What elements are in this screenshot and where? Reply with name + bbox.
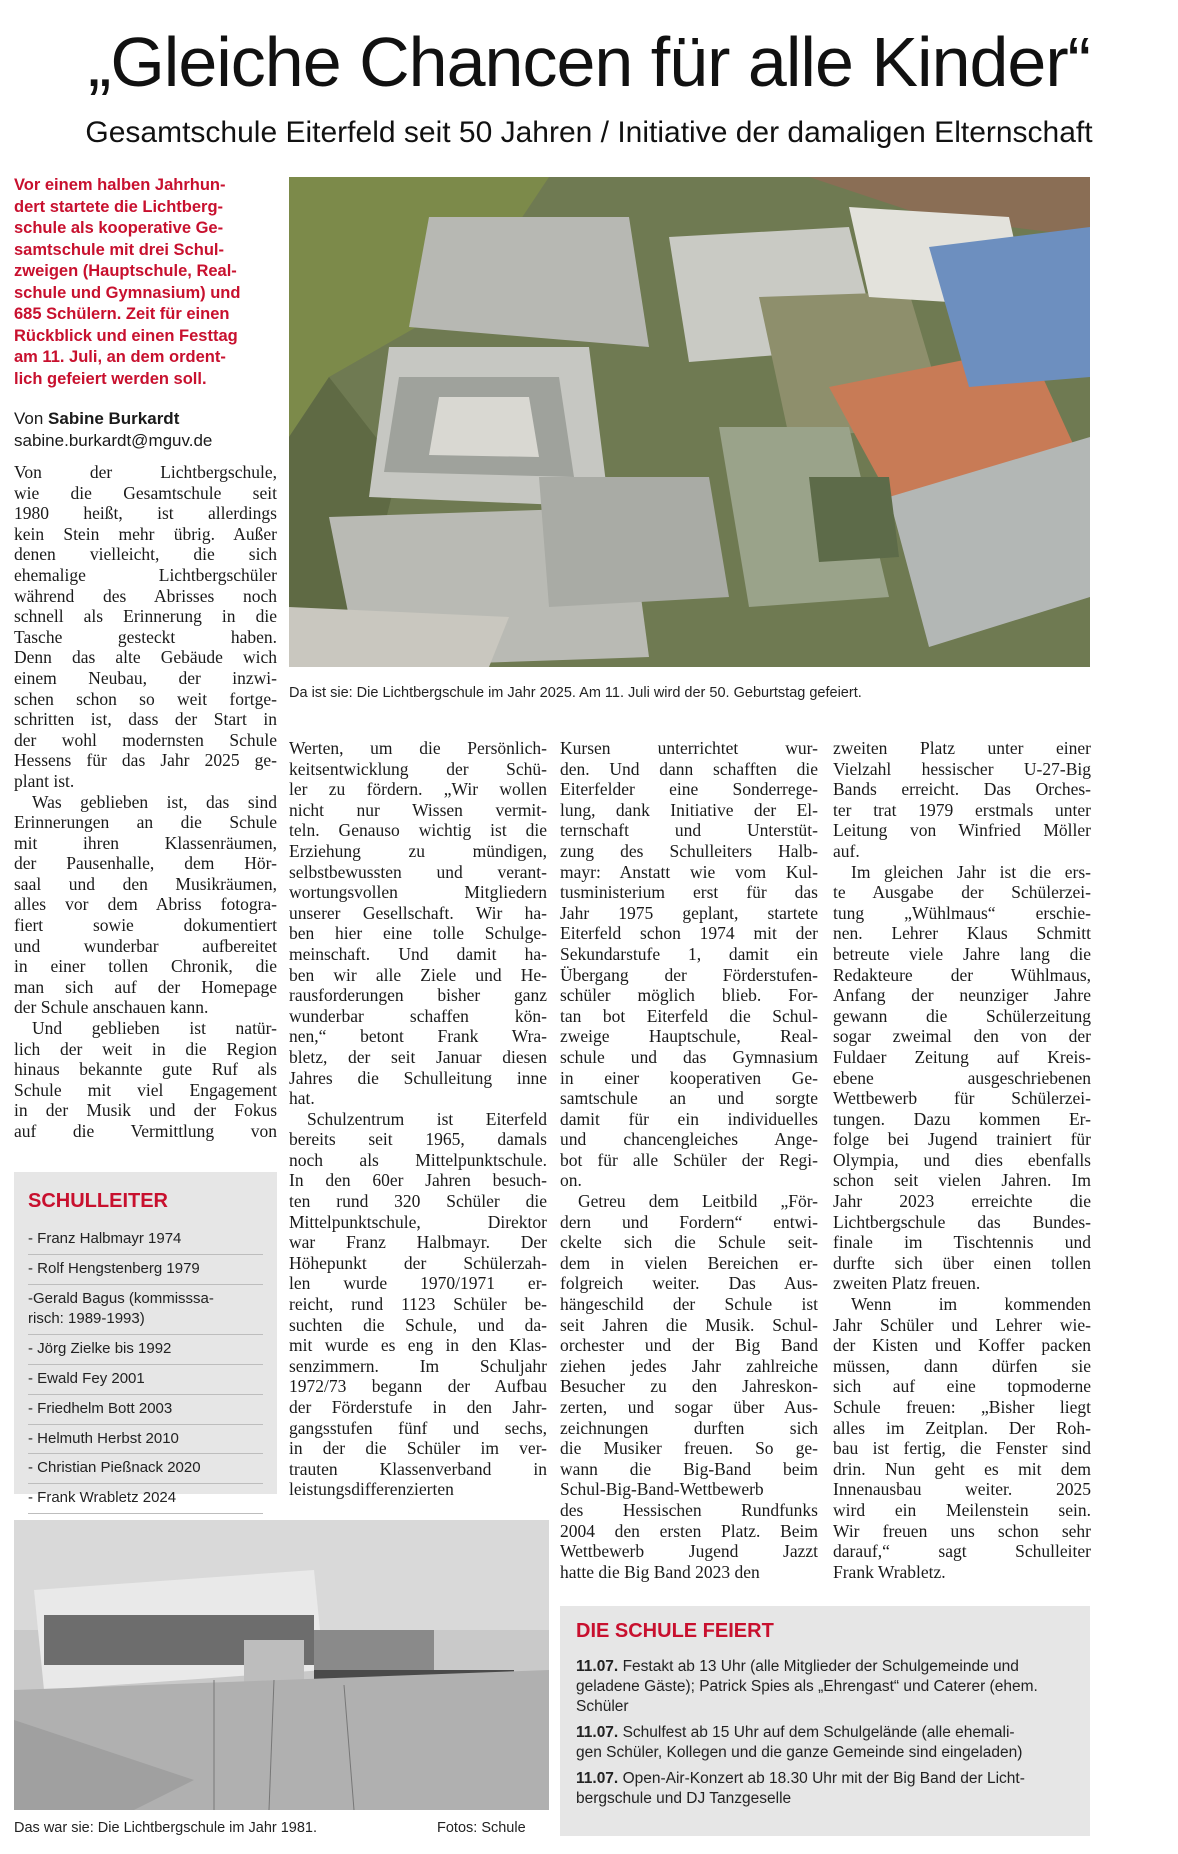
text-line: in einer kooperativen Ge-: [560, 1067, 818, 1088]
text-line: meinschaft. Und damit ha-: [289, 943, 547, 964]
text-line: fiert sowie dokumentiert: [14, 915, 277, 936]
text-line: zweiten Platz unter einer: [833, 738, 1091, 758]
fest-item: [576, 1723, 1074, 1763]
text-line: on.: [560, 1170, 582, 1191]
text-line: Jahr 1975 geplant, startete: [560, 902, 818, 923]
text-line: Werten, um die Persönlich-: [289, 738, 547, 758]
text-line: saal und den Musikräumen,: [14, 873, 277, 894]
text-line: war Franz Halbmayr. Der: [289, 1232, 547, 1253]
text-line: mayr: Anstatt wie vom Kul-: [560, 861, 818, 882]
text-line: mit wurde es eng in den Klas-: [289, 1335, 547, 1356]
text-line: 1972/73 begann der Aufbau: [289, 1376, 547, 1397]
text-line: suchten die Schule, und da-: [289, 1314, 547, 1335]
fest-text: gen Schüler, Kollegen und die ganze Gemeinde sind eingeladen): [576, 1744, 1023, 1761]
text-line: bereits seit 1965, damals: [289, 1129, 547, 1150]
lead-line: lich gefeiert werden soll.: [14, 369, 207, 388]
byline: [14, 408, 277, 452]
aerial-photo-school-2025: [289, 177, 1090, 667]
text-line: selbstbewussten und verant-: [289, 861, 547, 882]
lead-line: dert startete die Lichtberg-: [14, 197, 224, 216]
text-line: Jahr 2023 erreichte die: [833, 1191, 1091, 1212]
text-line: ler zu fördern. „Wir wollen: [289, 779, 547, 800]
text-line: Olympia, und dies ebenfalls: [833, 1149, 1091, 1170]
text-line: Leitung von Winfried Möller: [833, 820, 1091, 841]
text-line: bletz, der seit Januar diesen: [289, 1046, 547, 1067]
text-line: ehemalige Lichtbergschüler: [14, 564, 277, 585]
text-line: nen,“ betont Frank Wra-: [289, 1026, 547, 1047]
lead-paragraph: [14, 175, 277, 390]
text-line: In den 60er Jahren besuch-: [289, 1170, 547, 1191]
fest-date: 11.07.: [576, 1770, 619, 1787]
article-column-2: [289, 738, 547, 1500]
text-line: lich der weit in die Region: [14, 1038, 277, 1059]
text-line: Jahr Schüler und Lehrer wie-: [833, 1314, 1091, 1335]
text-line: Und geblieben ist natür-: [32, 1018, 277, 1039]
list-item: -Gerald Bagus (kommisssa- risch: 1989-1993): [28, 1289, 263, 1336]
text-line: Jahres die Schulleitung inne: [289, 1067, 547, 1088]
text-line: mit ihren Klassenräumen,: [14, 832, 277, 853]
lead-line: 685 Schülern. Zeit für einen: [14, 305, 230, 323]
schulleiter-box: [14, 1172, 277, 1507]
text-line: ten rund 320 Schüler die: [289, 1191, 547, 1212]
text-line: schon seit vielen Jahren. Im: [833, 1170, 1091, 1191]
text-line: Hessens für das Jahr 2025 ge-: [14, 750, 277, 771]
fest-title: DIE SCHULE FEIERT: [576, 1620, 774, 1642]
text-line: Eiterfelder eine Sonderrege-: [560, 779, 818, 800]
aerial-photo-school-2025-image: [289, 177, 1090, 667]
text-line: folge bei Jugend trainiert für: [833, 1129, 1091, 1150]
lead-line: Rückblick und einen Festtag: [14, 326, 238, 345]
text-line: bau ist fertig, die Fenster sind: [833, 1438, 1091, 1459]
author-email: sabine.burkardt@mguv.de: [14, 431, 213, 450]
text-line: Erinnerungen an die Schule: [14, 812, 277, 833]
text-line: der Förderstufe in den Jahr-: [289, 1397, 547, 1417]
text-line: Was geblieben ist, das sind: [32, 791, 277, 812]
text-line: tung „Wühlmaus“ erschie-: [833, 902, 1091, 923]
text-line: ziehen jedes Jahr zahlreiche: [560, 1355, 818, 1376]
text-line: ckelte sich die Schule seit-: [560, 1232, 818, 1253]
text-line: müssen, dann dürfen sie: [833, 1355, 1091, 1376]
fest-date: 11.07.: [576, 1658, 619, 1675]
text-line: plant ist.: [14, 770, 75, 791]
text-line: die Musiker freuen. So ge-: [560, 1438, 818, 1459]
text-line: den. Und dann schafften die: [560, 758, 818, 779]
text-line: bot für alle Schüler der Regi-: [560, 1149, 818, 1170]
text-line: ben hier eine tolle Schulge-: [289, 923, 547, 944]
photo-bottom-caption: Das war sie: Die Lichtbergschule im Jahr 1981.: [14, 1820, 318, 1836]
text-line: in der die Schüler im ver-: [289, 1438, 547, 1459]
text-line: hinaus bekannte gute Ruf als: [14, 1059, 277, 1080]
text-line: auf die Vermittlung von: [14, 1121, 277, 1141]
text-line: dern und Fordern“ entwi-: [560, 1211, 818, 1232]
fest-text: Schüler: [576, 1698, 629, 1715]
text-line: der Kisten und Koffer packen: [833, 1335, 1091, 1356]
text-line: Wenn im kommenden: [851, 1294, 1091, 1315]
text-line: einem Neubau, der inzwi-: [14, 667, 277, 688]
text-line: 1980 heißt, ist allerdings: [14, 503, 277, 524]
text-line: schüler möglich blieb. For-: [560, 985, 818, 1006]
text-line: leistungsdifferenzierten: [289, 1479, 454, 1500]
text-line: Übergang der Förderstufen-: [560, 964, 818, 985]
text-line: und wunderbar aufbereitet: [14, 935, 277, 956]
text-line: Höhepunkt der Schülerzah-: [289, 1252, 547, 1273]
text-line: Wir freuen uns schon sehr: [833, 1520, 1091, 1541]
fest-box: [560, 1606, 1090, 1836]
subheadline: Gesamtschule Eiterfeld seit 50 Jahren / Initiative der damaligen Elternschaft: [85, 116, 1093, 149]
text-line: keitsentwicklung der Schü-: [289, 758, 547, 779]
text-line: man sich auf der Homepage: [14, 976, 277, 997]
author-name: Sabine Burkardt: [48, 409, 180, 428]
text-line: damit für ein individuelles: [560, 1108, 818, 1129]
text-line: Erziehung zu mündigen,: [289, 840, 547, 861]
text-line: teln. Genauso wichtig ist die: [289, 820, 547, 841]
text-line: unserer Gesellschaft. Wir ha-: [289, 902, 547, 923]
text-line: gewann die Schülerzeitung: [833, 1005, 1091, 1026]
photo-credit: Fotos: Schule: [437, 1820, 526, 1836]
text-line: ben wir alle Ziele und He-: [289, 964, 547, 985]
fest-text: bergschule und DJ Tanzgeselle: [576, 1790, 792, 1807]
text-line: alles vor dem Abriss fotogra-: [14, 894, 277, 915]
text-line: dem in vielen Bereichen er-: [560, 1252, 818, 1273]
text-line: hängeschild der Schule ist: [560, 1294, 818, 1315]
text-line: wortungsvollen Mitgliedern: [289, 882, 547, 903]
text-line: tungen. Dazu kommen Er-: [833, 1108, 1091, 1129]
list-item: - Friedhelm Bott 2003: [28, 1399, 263, 1425]
text-line: Getreu dem Leitbild „För-: [578, 1191, 818, 1212]
text-line: durfte sich über einen tollen: [833, 1252, 1091, 1273]
fest-item: [576, 1769, 1074, 1809]
text-line: lung, dank Initiative der El-: [560, 799, 818, 820]
text-line: schritten ist, dass der Start in: [14, 709, 277, 730]
fest-text: Open-Air-Konzert ab 18.30 Uhr mit der Big Band der Licht-: [622, 1770, 1025, 1787]
text-line: hatte die Big Band 2023 den: [560, 1561, 760, 1582]
fest-text: Schulfest ab 15 Uhr auf dem Schulgelände (alle ehemali-: [622, 1724, 1015, 1741]
schulleiter-title: SCHULLEITER: [28, 1190, 168, 1212]
text-line: wie die Gesamtschule seit: [14, 482, 277, 503]
schulleiter-list: [28, 1229, 263, 1514]
text-line: Schul-Big-Band-Wettbewerb: [560, 1479, 764, 1500]
text-line: tusministerium erst für das: [560, 882, 818, 903]
text-line: schule und das Gymnasium: [560, 1046, 818, 1067]
text-line: trauten Klassenverband in: [289, 1458, 547, 1479]
lead-line: Vor einem halben Jahrhun-: [14, 176, 226, 194]
lead-line: am 11. Juli, an dem ordent-: [14, 348, 226, 366]
list-item: - Helmuth Herbst 2010: [28, 1429, 263, 1455]
text-line: Sekundarstufe 1, damit ein: [560, 943, 818, 964]
text-line: Eiterfeld schon 1974 mit der: [560, 923, 818, 944]
text-line: der Pausenhalle, dem Hör-: [14, 853, 277, 874]
text-line: folgreich weiter. Das Aus-: [560, 1273, 818, 1294]
article-column-1: [14, 462, 277, 1142]
text-line: zweiten Platz freuen.: [833, 1273, 981, 1294]
text-line: schnell als Erinnerung in die: [14, 606, 277, 627]
article-column-4: [833, 738, 1091, 1582]
text-line: darauf,“ sagt Schulleiter: [833, 1541, 1091, 1562]
photo-school-1981-image: [14, 1520, 549, 1810]
text-line: rausforderungen bisher ganz: [289, 985, 547, 1006]
text-line: reicht, rund 1123 Schüler be-: [289, 1294, 547, 1315]
text-line: Wettbewerb für Schülerzei-: [833, 1088, 1091, 1109]
text-line: sogar zweimal den von der: [833, 1026, 1091, 1047]
text-line: Denn das alte Gebäude wich: [14, 647, 277, 668]
text-line: Im gleichen Jahr ist die ers-: [851, 861, 1091, 882]
lead-line: schule als kooperative Ge-: [14, 219, 224, 237]
text-line: orchester und der Big Band: [560, 1335, 818, 1356]
text-line: Wettbewerb Jugend Jazzt: [560, 1541, 818, 1562]
text-line: Mittelpunktschule, Direktor: [289, 1211, 547, 1232]
fest-text: Festakt ab 13 Uhr (alle Mitglieder der Schulgemeinde und: [622, 1658, 1019, 1675]
text-line: Frank Wrabletz.: [833, 1561, 946, 1582]
text-line: len wurde 1970/1971 er-: [289, 1273, 547, 1294]
text-line: Anfang der neunziger Jahre: [833, 985, 1091, 1006]
list-item: - Christian Pießnack 2020: [28, 1458, 263, 1484]
text-line: seit Jahren die Musik. Schul-: [560, 1314, 818, 1335]
text-line: Schule mit viel Engagement: [14, 1079, 277, 1100]
text-line: des Hessischen Rundfunks: [560, 1499, 818, 1520]
text-line: drin. Nun geht es mit dem: [833, 1458, 1091, 1479]
text-line: in einer tollen Chronik, die: [14, 956, 277, 977]
text-line: Lichtbergschule das Bundes-: [833, 1211, 1091, 1232]
text-line: zerten, und sogar über Aus-: [560, 1397, 818, 1417]
list-item: - Frank Wrabletz 2024: [28, 1488, 263, 1514]
text-line: ternschaft und Unterstüt-: [560, 820, 818, 841]
text-line: in der Musik und der Fokus: [14, 1100, 277, 1121]
text-line: Tasche gesteckt haben.: [14, 626, 277, 647]
text-line: ter trat 1979 erstmals unter: [833, 799, 1091, 820]
text-line: Besucher zu den Jahreskon-: [560, 1376, 818, 1397]
text-line: Redakteure der Wühlmaus,: [833, 964, 1091, 985]
text-line: zung des Schulleiters Halb-: [560, 840, 818, 861]
text-line: Bands erreicht. Das Orches-: [833, 779, 1091, 800]
list-item: - Rolf Hengstenberg 1979: [28, 1259, 263, 1285]
text-line: noch als Mittelpunktschule.: [289, 1149, 547, 1170]
fest-date: 11.07.: [576, 1724, 619, 1741]
lead-line: schule und Gymnasium) und: [14, 283, 241, 302]
text-line: auf.: [833, 840, 860, 861]
text-line: Vielzahl hessischer U-27-Big: [833, 758, 1091, 779]
text-line: alles im Zeitplan. Der Roh-: [833, 1417, 1091, 1438]
lead-line: zweigen (Hauptschule, Real-: [14, 262, 237, 280]
fest-item: [576, 1657, 1074, 1717]
text-line: Fuldaer Zeitung auf Kreis-: [833, 1046, 1091, 1067]
text-line: der wohl modernsten Schule: [14, 729, 277, 750]
text-line: wird ein Meilenstein sein.: [833, 1499, 1091, 1520]
text-line: 2004 den ersten Platz. Beim: [560, 1520, 818, 1541]
list-item: - Ewald Fey 2001: [28, 1369, 263, 1395]
text-line: Kursen unterrichtet wur-: [560, 738, 818, 758]
text-line: gangsstufen fünf und sechs,: [289, 1417, 547, 1438]
text-line: hat.: [289, 1088, 315, 1109]
text-line: tan bot Eiterfeld die Schul-: [560, 1005, 818, 1026]
list-item: - Jörg Zielke bis 1992: [28, 1339, 263, 1365]
text-line: wunderbar schaffen kön-: [289, 1005, 547, 1026]
lead-line: samtschule mit drei Schul-: [14, 240, 224, 259]
byline-prefix: Von: [14, 409, 44, 428]
text-line: zweige Hauptschule, Real-: [560, 1026, 818, 1047]
text-line: betreute viele Jahre lang die: [833, 943, 1091, 964]
text-line: Schulzentrum ist Eiterfeld: [307, 1108, 547, 1129]
text-line: und chancengleiches Ange-: [560, 1129, 818, 1150]
text-line: nen. Lehrer Klaus Schmitt: [833, 923, 1091, 944]
text-line: wann die Big-Band beim: [560, 1458, 818, 1479]
text-line: während des Abrisses noch: [14, 585, 277, 606]
text-line: Von der Lichtbergschule,: [14, 462, 277, 482]
text-line: ebene ausgeschriebenen: [833, 1067, 1091, 1088]
text-line: zeichnungen durften sich: [560, 1417, 818, 1438]
text-line: schen schon so weit fortge-: [14, 688, 277, 709]
text-line: Schule freuen: „Bisher liegt: [833, 1397, 1091, 1417]
fest-text: geladene Gäste); Patrick Spies als „Ehrengast“ und Caterer (ehem.: [576, 1678, 1038, 1695]
text-line: samtschule an und sorgte: [560, 1088, 818, 1109]
text-line: finale im Tischtennis und: [833, 1232, 1091, 1253]
text-line: der Schule anschauen kann.: [14, 997, 209, 1018]
text-line: sich auf eine topmoderne: [833, 1376, 1091, 1397]
photo-school-1981: [14, 1520, 549, 1810]
article-column-3: [560, 738, 818, 1582]
text-line: te Ausgabe der Schülerzei-: [833, 882, 1091, 903]
text-line: nicht nur Wissen vermit-: [289, 799, 547, 820]
text-line: senzimmern. Im Schuljahr: [289, 1355, 547, 1376]
text-line: kein Stein mehr übrig. Außer: [14, 523, 277, 544]
headline: „Gleiche Chancen für alle Kinder“: [88, 23, 1090, 101]
text-line: denen vielleicht, die sich: [14, 544, 277, 565]
list-item: - Franz Halbmayr 1974: [28, 1229, 263, 1255]
text-line: Innenausbau weiter. 2025: [833, 1479, 1091, 1500]
photo-top-caption: Da ist sie: Die Lichtbergschule im Jahr 2025. Am 11. Juli wird der 50. Geburtstag gefeiert.: [289, 685, 862, 701]
